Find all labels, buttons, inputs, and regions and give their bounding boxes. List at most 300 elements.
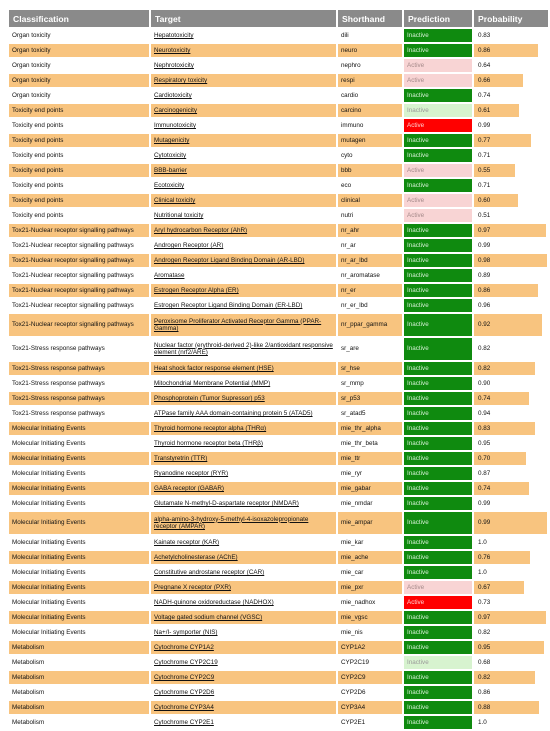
cell-probability [474,452,548,465]
cell-target-link[interactable]: Respiratory toxicity [151,74,336,87]
cell-shorthand: sr_p53 [338,392,402,405]
cell-classification: Metabolism [9,716,149,729]
cell-prediction-badge: Inactive [404,452,472,465]
cell-target-link[interactable]: NADH-quinone oxidoreductase (NADHOX) [151,596,336,609]
cell-target-link[interactable]: Androgen Receptor (AR) [151,239,336,252]
cell-classification: Molecular Initiating Events [9,626,149,639]
cell-shorthand: nr_ahr [338,224,402,237]
table-row [9,104,548,117]
cell-shorthand: mie_nmdar [338,497,402,510]
cell-prediction-badge: Inactive [404,392,472,405]
cell-shorthand: nr_ar_lbd [338,254,402,267]
cell-classification: Molecular Initiating Events [9,551,149,564]
cell-classification: Toxicity end points [9,209,149,222]
cell-classification: Toxicity end points [9,179,149,192]
cell-prediction-badge: Inactive [404,626,472,639]
cell-classification: Molecular Initiating Events [9,536,149,549]
probability-value: 0.86 [478,47,491,54]
toxicity-prediction-table [7,8,550,731]
cell-shorthand: neuro [338,44,402,57]
cell-prediction-badge: Inactive [404,299,472,312]
cell-prediction-badge: Inactive [404,641,472,654]
cell-classification: Tox21-Stress response pathways [9,377,149,390]
cell-target-link[interactable]: Nephrotoxicity [151,59,336,72]
cell-target-link[interactable]: Achetylcholinesterase (AChE) [151,551,336,564]
table-row [9,59,548,72]
cell-target-link[interactable]: Phosphoprotein (Tumor Supressor) p53 [151,392,336,405]
table-body [9,29,548,729]
cell-classification: Tox21-Nuclear receptor signalling pathways [9,224,149,237]
table-row [9,338,548,360]
cell-shorthand: respi [338,74,402,87]
cell-probability [474,536,548,549]
cell-probability [474,164,548,177]
cell-probability [474,29,548,42]
probability-value: 0.82 [478,345,491,352]
probability-value: 0.83 [478,425,491,432]
cell-probability [474,392,548,405]
cell-shorthand: CYP2C9 [338,671,402,684]
table-row [9,377,548,390]
table-row [9,422,548,435]
cell-classification: Metabolism [9,641,149,654]
cell-prediction-badge: Inactive [404,89,472,102]
probability-value: 0.98 [478,257,491,264]
cell-target-link[interactable]: Cytochrome CYP2C19 [151,656,336,669]
probability-value: 0.95 [478,644,491,651]
cell-classification: Molecular Initiating Events [9,581,149,594]
probability-value: 0.89 [478,272,491,279]
cell-prediction-badge: Inactive [404,671,472,684]
cell-prediction-badge: Inactive [404,224,472,237]
cell-prediction-badge: Inactive [404,716,472,729]
cell-target-link[interactable]: Hepatotoxicity [151,29,336,42]
table-row [9,536,548,549]
cell-target-link[interactable]: alpha-amino-3-hydroxy-5-methyl-4-isoxazolepropionate receptor (AMPAR) [151,512,336,534]
cell-prediction-badge: Active [404,74,472,87]
cell-target-link[interactable]: Peroxisome Proliferator Activated Receptor Gamma (PPAR-Gamma) [151,314,336,336]
table-row [9,452,548,465]
cell-shorthand: nr_ar [338,239,402,252]
cell-shorthand: mie_nis [338,626,402,639]
cell-probability [474,269,548,282]
table-row [9,671,548,684]
cell-target-link[interactable]: Heat shock factor response element (HSE) [151,362,336,375]
probability-value: 0.82 [478,674,491,681]
probability-value: 0.94 [478,410,491,417]
cell-shorthand: eco [338,179,402,192]
probability-value: 0.99 [478,122,491,129]
probability-value: 0.92 [478,321,491,328]
cell-probability [474,497,548,510]
column-header-probability[interactable]: Probability [474,10,548,27]
table-row [9,701,548,714]
cell-shorthand: nr_er_lbd [338,299,402,312]
cell-prediction-badge: Inactive [404,512,472,534]
cell-classification: Organ toxicity [9,29,149,42]
cell-probability [474,407,548,420]
table-row [9,44,548,57]
cell-target-link[interactable]: Cardiotoxicity [151,89,336,102]
cell-prediction-badge: Active [404,209,472,222]
cell-classification: Organ toxicity [9,74,149,87]
table-row [9,626,548,639]
cell-target-link[interactable]: Nutritional toxicity [151,209,336,222]
probability-value: 0.66 [478,77,491,84]
cell-target-link[interactable]: ATPase family AAA domain-containing protein 5 (ATAD5) [151,407,336,420]
table-row [9,437,548,450]
cell-target-link[interactable]: Cytochrome CYP2D6 [151,686,336,699]
table-header-row [9,10,548,27]
cell-shorthand: CYP1A2 [338,641,402,654]
probability-value: 1.0 [478,719,487,726]
cell-classification: Organ toxicity [9,44,149,57]
cell-target-link[interactable]: Androgen Receptor Ligand Binding Domain (AR-LBD) [151,254,336,267]
probability-value: 0.71 [478,182,491,189]
probability-value: 0.99 [478,242,491,249]
table-row [9,239,548,252]
cell-classification: Molecular Initiating Events [9,482,149,495]
cell-shorthand: nr_aromatase [338,269,402,282]
cell-shorthand: mie_ampar [338,512,402,534]
cell-probability [474,149,548,162]
table-row [9,596,548,609]
cell-shorthand: CYP2E1 [338,716,402,729]
cell-shorthand: CYP2C19 [338,656,402,669]
cell-shorthand: immuno [338,119,402,132]
cell-prediction-badge: Inactive [404,134,472,147]
probability-value: 0.70 [478,455,491,462]
cell-prediction-badge: Active [404,164,472,177]
table-row [9,362,548,375]
cell-target-link[interactable]: Aromatase [151,269,336,282]
cell-target-link[interactable]: Kainate receptor (KAR) [151,536,336,549]
cell-probability [474,362,548,375]
cell-classification: Molecular Initiating Events [9,467,149,480]
cell-probability [474,467,548,480]
probability-value: 0.55 [478,167,491,174]
column-header-prediction[interactable]: Prediction [404,10,472,27]
cell-target-link[interactable]: Aryl hydrocarbon Receptor (AhR) [151,224,336,237]
cell-classification: Toxicity end points [9,134,149,147]
probability-value: 0.61 [478,107,491,114]
cell-target-link[interactable]: Neurotoxicity [151,44,336,57]
cell-prediction-badge: Inactive [404,467,472,480]
table-row [9,284,548,297]
cell-shorthand: mie_car [338,566,402,579]
cell-shorthand: mutagen [338,134,402,147]
probability-value: 0.77 [478,137,491,144]
probability-value: 0.96 [478,302,491,309]
probability-value: 0.82 [478,629,491,636]
probability-value: 0.99 [478,500,491,507]
cell-target-link[interactable]: GABA receptor (GABAR) [151,482,336,495]
probability-value: 0.74 [478,395,491,402]
table-row [9,149,548,162]
table-row [9,467,548,480]
probability-value: 0.86 [478,287,491,294]
cell-shorthand: sr_mmp [338,377,402,390]
cell-shorthand: dili [338,29,402,42]
cell-probability [474,314,548,336]
cell-probability [474,626,548,639]
cell-prediction-badge: Active [404,119,472,132]
cell-target-link[interactable]: Cytochrome CYP1A2 [151,641,336,654]
cell-prediction-badge: Inactive [404,269,472,282]
table-row [9,482,548,495]
cell-prediction-badge: Active [404,194,472,207]
table-row [9,89,548,102]
cell-classification: Toxicity end points [9,104,149,117]
table-row [9,566,548,579]
cell-shorthand: mie_vgsc [338,611,402,624]
cell-probability [474,44,548,57]
cell-probability [474,641,548,654]
table-row [9,299,548,312]
cell-target-link[interactable]: Thyroid hormone receptor alpha (THRα) [151,422,336,435]
cell-probability [474,671,548,684]
table-row [9,209,548,222]
cell-classification: Toxicity end points [9,194,149,207]
probability-value: 0.88 [478,704,491,711]
table-row [9,74,548,87]
cell-classification: Molecular Initiating Events [9,452,149,465]
cell-prediction-badge: Inactive [404,44,472,57]
cell-target-link[interactable]: Ryanodine receptor (RYR) [151,467,336,480]
cell-prediction-badge: Inactive [404,437,472,450]
cell-classification: Toxicity end points [9,119,149,132]
cell-classification: Molecular Initiating Events [9,596,149,609]
column-header-target[interactable]: Target [151,10,336,27]
cell-shorthand: mie_ache [338,551,402,564]
probability-value: 1.0 [478,539,487,546]
probability-value: 0.82 [478,365,491,372]
cell-classification: Toxicity end points [9,164,149,177]
table-row [9,254,548,267]
cell-shorthand: nutri [338,209,402,222]
cell-shorthand: mie_ttr [338,452,402,465]
cell-prediction-badge: Inactive [404,497,472,510]
table-row [9,656,548,669]
cell-prediction-badge: Inactive [404,551,472,564]
table-row [9,119,548,132]
table-row [9,407,548,420]
cell-probability [474,716,548,729]
table-row [9,611,548,624]
cell-prediction-badge: Inactive [404,338,472,360]
probability-value: 0.97 [478,227,491,234]
table-row [9,641,548,654]
cell-prediction-badge: Active [404,581,472,594]
probability-value: 0.76 [478,554,491,561]
cell-probability [474,512,548,534]
probability-value: 1.0 [478,569,487,576]
cell-shorthand: mie_pxr [338,581,402,594]
table-row [9,314,548,336]
cell-shorthand: clinical [338,194,402,207]
cell-prediction-badge: Inactive [404,104,472,117]
cell-probability [474,134,548,147]
cell-classification: Molecular Initiating Events [9,437,149,450]
cell-shorthand: bbb [338,164,402,177]
table-row [9,134,548,147]
table-row [9,29,548,42]
cell-target-link[interactable]: Nuclear factor (erythroid-derived 2)-like 2/antioxidant responsive element (nrf2/ARE) [151,338,336,360]
column-header-shorthand[interactable]: Shorthand [338,10,402,27]
cell-classification: Tox21-Nuclear receptor signalling pathways [9,269,149,282]
cell-probability [474,422,548,435]
cell-prediction-badge: Active [404,59,472,72]
cell-classification: Metabolism [9,671,149,684]
cell-target-link[interactable]: Cytochrome CYP3A4 [151,701,336,714]
cell-probability [474,566,548,579]
cell-target-link[interactable]: Ecotoxicity [151,179,336,192]
cell-prediction-badge: Inactive [404,656,472,669]
cell-probability [474,701,548,714]
cell-classification: Molecular Initiating Events [9,512,149,534]
table-row [9,164,548,177]
cell-probability [474,224,548,237]
cell-classification: Tox21-Nuclear receptor signalling pathways [9,254,149,267]
cell-classification: Molecular Initiating Events [9,566,149,579]
cell-probability [474,338,548,360]
table-row [9,179,548,192]
table-row [9,194,548,207]
table-row [9,581,548,594]
probability-value: 0.87 [478,470,491,477]
cell-classification: Tox21-Stress response pathways [9,407,149,420]
cell-prediction-badge: Inactive [404,701,472,714]
cell-shorthand: sr_are [338,338,402,360]
cell-classification: Tox21-Stress response pathways [9,338,149,360]
cell-target-link[interactable]: Constitutive androstane receptor (CAR) [151,566,336,579]
probability-value: 0.95 [478,440,491,447]
cell-target-link[interactable]: Estrogen Receptor Ligand Binding Domain (ER-LBD) [151,299,336,312]
cell-target-link[interactable]: Cytochrome CYP2C9 [151,671,336,684]
cell-target-link[interactable]: Pregnane X receptor (PXR) [151,581,336,594]
cell-shorthand: mie_thr_beta [338,437,402,450]
cell-target-link[interactable]: Clinical toxicity [151,194,336,207]
cell-target-link[interactable]: Cytotoxicity [151,149,336,162]
cell-probability [474,284,548,297]
probability-value: 0.64 [478,62,491,69]
cell-shorthand: cardio [338,89,402,102]
cell-target-link[interactable]: Na+/I- symporter (NIS) [151,626,336,639]
probability-value: 0.67 [478,584,491,591]
cell-probability [474,74,548,87]
cell-target-link[interactable]: Mutagenicity [151,134,336,147]
cell-target-link[interactable]: Voltage gated sodium channel (VGSC) [151,611,336,624]
table-row [9,224,548,237]
cell-target-link[interactable]: Mitochondrial Membrane Potential (MMP) [151,377,336,390]
table-row [9,686,548,699]
table-row [9,551,548,564]
cell-classification: Toxicity end points [9,149,149,162]
cell-probability [474,194,548,207]
cell-prediction-badge: Inactive [404,362,472,375]
cell-prediction-badge: Inactive [404,422,472,435]
cell-probability [474,596,548,609]
cell-target-link[interactable]: Immunotoxicity [151,119,336,132]
cell-probability [474,656,548,669]
cell-target-link[interactable]: Cytochrome CYP2E1 [151,716,336,729]
probability-value: 0.60 [478,197,491,204]
table-row [9,392,548,405]
cell-classification: Organ toxicity [9,89,149,102]
cell-target-link[interactable]: Glutamate N-methyl-D-aspartate receptor (NMDAR) [151,497,336,510]
cell-prediction-badge: Inactive [404,254,472,267]
probability-value: 0.71 [478,152,491,159]
probability-value: 0.83 [478,32,491,39]
cell-target-link[interactable]: Carcinogenicity [151,104,336,117]
probability-value: 0.73 [478,599,491,606]
cell-prediction-badge: Inactive [404,284,472,297]
cell-target-link[interactable]: Thyroid hormone receptor beta (THRβ) [151,437,336,450]
column-header-classification[interactable]: Classification [9,10,149,27]
cell-classification: Metabolism [9,656,149,669]
cell-probability [474,59,548,72]
cell-prediction-badge: Inactive [404,377,472,390]
cell-shorthand: CYP2D6 [338,686,402,699]
cell-shorthand: mie_gabar [338,482,402,495]
cell-prediction-badge: Inactive [404,686,472,699]
probability-value: 0.97 [478,614,491,621]
cell-classification: Tox21-Stress response pathways [9,392,149,405]
table-row [9,716,548,729]
cell-probability [474,482,548,495]
cell-classification: Tox21-Nuclear receptor signalling pathways [9,239,149,252]
cell-classification: Organ toxicity [9,59,149,72]
cell-prediction-badge: Inactive [404,482,472,495]
cell-prediction-badge: Inactive [404,566,472,579]
cell-prediction-badge: Inactive [404,314,472,336]
cell-target-link[interactable]: BBB-barrier [151,164,336,177]
cell-shorthand: carcino [338,104,402,117]
probability-value: 0.68 [478,659,491,666]
cell-classification: Tox21-Nuclear receptor signalling pathways [9,299,149,312]
cell-probability [474,299,548,312]
probability-value: 0.99 [478,519,491,526]
cell-shorthand: mie_ryr [338,467,402,480]
probability-value: 0.90 [478,380,491,387]
cell-probability [474,686,548,699]
cell-shorthand: nephro [338,59,402,72]
probability-value: 0.51 [478,212,491,219]
cell-shorthand: sr_hse [338,362,402,375]
cell-shorthand: sr_atad5 [338,407,402,420]
cell-target-link[interactable]: Estrogen Receptor Alpha (ER) [151,284,336,297]
cell-prediction-badge: Inactive [404,149,472,162]
cell-shorthand: mie_nadhox [338,596,402,609]
cell-probability [474,179,548,192]
cell-probability [474,377,548,390]
cell-shorthand: cyto [338,149,402,162]
cell-classification: Molecular Initiating Events [9,422,149,435]
cell-probability [474,611,548,624]
probability-value: 0.74 [478,92,491,99]
cell-shorthand: mie_kar [338,536,402,549]
cell-prediction-badge: Inactive [404,179,472,192]
table-row [9,512,548,534]
cell-probability [474,437,548,450]
cell-probability [474,254,548,267]
cell-shorthand: mie_thr_alpha [338,422,402,435]
cell-target-link[interactable]: Transtyretrin (TTR) [151,452,336,465]
cell-prediction-badge: Inactive [404,239,472,252]
cell-probability [474,551,548,564]
cell-prediction-badge: Inactive [404,407,472,420]
probability-value: 0.74 [478,485,491,492]
